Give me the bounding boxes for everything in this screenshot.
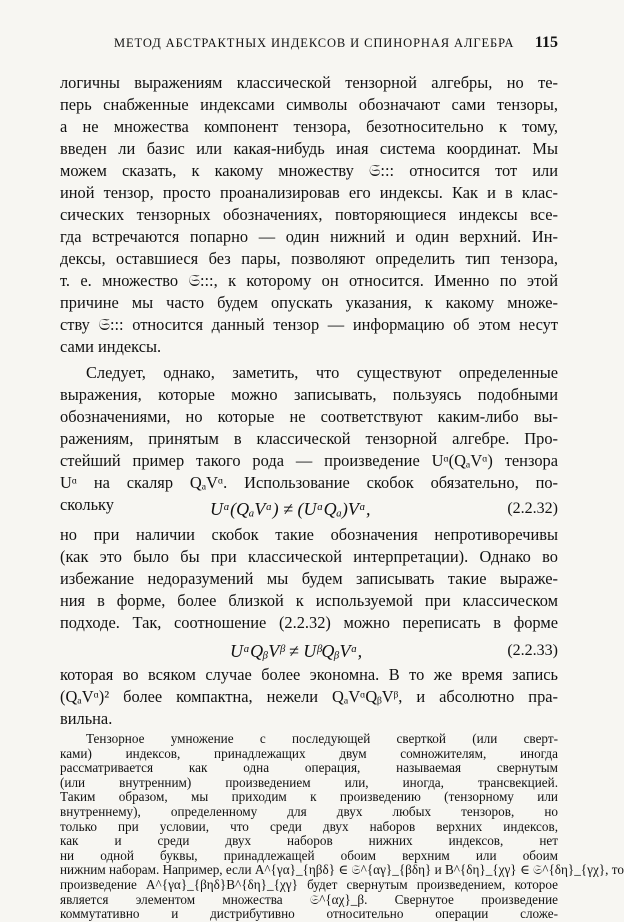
text-line: ни одной буквы, принадлежащей обоим верхним или обоим <box>60 847 558 863</box>
text-line: иной тензор, просто проанализировав его индексы. Как и в клас- <box>60 183 558 202</box>
text-line: можем сказать, к какому множеству 𝔖::: относится тот или <box>60 161 558 180</box>
text-line: избежание недоразумений мы будем записывать такие выраже- <box>60 569 558 588</box>
page-number: 115 <box>534 34 558 51</box>
text-line: которая во всяком случае более экономна. В то же время запись <box>60 665 558 684</box>
equation-expression: Uᵅ(QₐVᵅ) ≠ (UᵅQₐ)Vᵅ, <box>210 499 371 519</box>
text-line: внутреннему), определенному для двух любых тензоров, но <box>60 804 558 819</box>
text-line: скольку <box>60 495 114 514</box>
text-line: сических тензорных обозначениях, повторяющиеся индексы все- <box>60 205 558 224</box>
text-line: стейший пример такого рода — произведение Uᵅ(QₐVᵅ) тензора <box>60 451 558 470</box>
text-line: Uᵅ на скаляр QₐVᵅ. Использование скобок обязательно, по- <box>60 473 558 492</box>
equation-expression: UᵅQᵦVᵝ ≠ UᵝQᵦVᵅ, <box>230 641 363 661</box>
text-line: но при наличии скобок такие обозначения непротиворечивы <box>60 525 558 544</box>
text-line: нижним наборам. Например, если A^{γα}_{ηβδ} ∈ 𝔖^{αγ}_{βδη} и B^{δη}_{χγ} ∈ 𝔖^{δη}_{γχ}, то <box>60 862 624 878</box>
equation-2-2-33 <box>60 638 558 664</box>
text-line: перь снабженные индексами символы обозначают сами тензоры, <box>60 95 558 114</box>
equation-number: (2.2.32) <box>507 500 558 517</box>
text-line: выражения, которые можно записывать, пользуясь подобными <box>60 385 558 404</box>
text-line: вильна. <box>60 709 113 728</box>
text-line: дексы, оставшиеся без пары, позволяют определить тип тензора, <box>60 249 558 268</box>
text-line: произведение A^{γα}_{βηδ}B^{δη}_{χγ} будет свернутым произведением, которое <box>60 877 558 892</box>
running-title: МЕТОД АБСТРАКТНЫХ ИНДЕКСОВ И СПИНОРНАЯ АЛГЕБРА <box>114 36 515 50</box>
text-line: Следует, однако, заметить, что существуют определенные <box>86 363 558 382</box>
text-line: логичны выражениям классической тензорной алгебры, но те- <box>60 73 558 92</box>
page-header <box>60 34 558 56</box>
text-line: как и среди двух наборов нижних индексов, нет <box>60 833 558 849</box>
text-line: ками) индексов, принадлежащих двум сомножителям, иногда <box>60 745 558 761</box>
text-line: т. е. множество 𝔖:::, к которому он относится. Именно по этой <box>60 271 558 290</box>
text-line: (как это было бы при классической интерпретации). Однако во <box>60 547 558 566</box>
equation-number: (2.2.33) <box>507 642 558 659</box>
text-line: обозначениями, но которые не соответствуют каким-либо вы- <box>60 407 558 426</box>
text-line: ству 𝔖::: относится данный тензор — информацию об этом несут <box>60 315 558 334</box>
text-line: рассматривается как одна операция, называемая свернутым <box>60 760 558 776</box>
text-line: причине мы часто будем опускать указания, к какому множе- <box>60 293 558 312</box>
text-line: сами индексы. <box>60 337 162 356</box>
text-line: Тензорное умножение с последующей сверткой (или сверт- <box>86 731 558 746</box>
text-line: ния в форме, более близкой к используемой при классическом <box>60 591 558 610</box>
text-line: Таким образом, мы приходим к произведению (тензорному или <box>60 789 558 805</box>
text-line: введен ли базис или какая-нибудь иная система координат. Мы <box>60 139 558 158</box>
equation-2-2-32 <box>60 496 558 522</box>
text-line: а не множества компонент тензора, безотносительно к тому, <box>60 117 558 136</box>
text-line: коммутативно и дистрибутивно относительно операции сложе- <box>60 906 558 922</box>
text-line: подходе. Так, соотношение (2.2.32) можно переписать в форме <box>60 613 558 632</box>
text-line: является элементом множества 𝔖^{αχ}_β. Свернутое произведение <box>60 891 558 907</box>
text-line: (или внутренним) произведением или, иногда, трансвекцией. <box>60 774 558 790</box>
text-line: гда встречаются попарно — один нижний и один верхний. Ин- <box>60 227 558 246</box>
text-line: только при условии, что среди двух наборов верхних индексов, <box>60 818 558 834</box>
text-line: (QₐVᵅ)² более компактна, нежели QₐVᵅQᵦVᵝ, и абсолютно пра- <box>60 687 558 706</box>
text-line: ражениям, принятым в классической тензорной алгебре. Про- <box>60 429 558 448</box>
